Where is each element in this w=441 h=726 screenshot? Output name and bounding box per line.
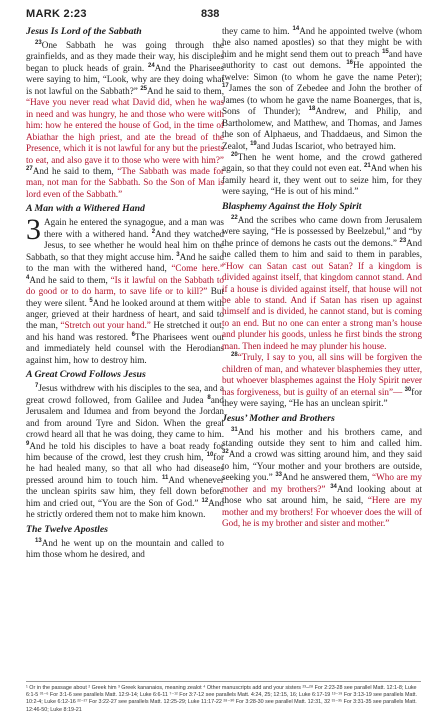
words-of-jesus: “How can Satan cast out Satan? If a kingdom is divided against itself, that kingdom cannot stand. And if a house is divided against itself, that house will not be able to stand. And if Satan has risen up against himself and is divided, he cannot stand, but is coming to an end. But no one can enter a strong man’s house and plunder his goods, unless he first binds the strong man. Then indeed he may plunder his house. — [222, 260, 422, 351]
section-heading: A Great Crowd Follows Jesus — [26, 369, 146, 381]
paragraph: they came to him. $^{14}$And he appointed twelve (whom he also named apostles) so that they might be with him and he might send them out to preach $^{15}$and have authority to cast out demons. $^{16}$He appointed the twelve: Simon (to whom he gave the name Peter); $^{17}$James the son of Zebedee and John the brother of James (to whom he gave the name Boanerges, that is, Sons of Thunder); $^{18}$Andrew, and Philip, and Bartholomew, and Matthew, and Thomas, and James the son of Alphaeus, and Thaddaeus, and Simon the Zealot, $^{19}$and Judas Iscariot, who betrayed him. — [222, 25, 423, 151]
chapter-reference: MARK 2:23 — [26, 8, 87, 20]
section-heading: A Man with a Withered Hand — [26, 203, 145, 215]
footnotes — [26, 681, 421, 714]
paragraph: $^{13}$And he went up on the mountain and called to him those whom he desired, and — [26, 537, 224, 560]
paragraph: $^7$Jesus withdrew with his disciples to the sea, and a great crowd followed, from Galilee and Judea $^8$and Jerusalem and Idumea and from beyond the Jordan and from around Tyre and Sidon. When the great crowd heard all that he was doing, they came to him. $^9$And he told his disciples to have a boat ready for him because of the crowd, lest they crush him, $^{10}$for he had healed many, so that all who had diseases pressed around him to touch him. $^{11}$And whenever the unclean spirits saw him, they fell down before him and cried out, “You are the Son of God.” $^{12}$And he strictly ordered them not to make him known. — [26, 383, 225, 520]
paragraph: 3 Again he entered the synagogue, and a man was there with a withered hand. $^2$And they watched Jesus, to see whether he would heal him on the Sabbath, so that they might accuse him. $^3$And he said to the man with the withered hand, “Come here.” $^4$And he said to them, “Is it lawful on the Sabbath to do good or to do harm, to save life or to kill?” But they were silent. $^5$And he looked around at them with anger, grieved at their hardness of heart, and said to the man, “Stretch out your hand.” He stretched it out, and his hand was restored. $^6$The Pharisees went out and immediately held counsel with the Herodians against him, how to destroy him. — [26, 213, 225, 365]
paragraph: $^{20}$Then he went home, and the crowd gathered again, so that they could not even eat. $^{21}$And when his family heard it, they went out to seize him, for they were saying, “He is out of his mind.” — [222, 151, 422, 197]
words-of-jesus: “Have you never read what David did, when he was in need and was hungry, he and those who were with him: how he entered the house of God, in the time of Abiathar the high priest, and ate the bread of the Presence, which it is not lawful for any but the priests to eat, and also gave it to those who were with him?” — [26, 97, 224, 165]
words-of-jesus: “Truly, I say to you, all sins will be forgiven the children of man, and whatever blasphemies they utter, but whoever blasphemes against the Holy Spirit never has forgiveness, but is guilty of an eternal sin”— — [222, 352, 422, 397]
chapter-number: 3 — [26, 213, 41, 247]
right-column — [222, 26, 422, 530]
words-of-jesus: “The Sabbath was made for man, not man for the Sabbath. So the Son of Man is lord even of the Sabbath.” — [26, 165, 225, 199]
paragraph: $^{31}$And his mother and his brothers came, and standing outside they sent to him and called him. $^{32}$And a crowd was sitting around him, and they said to him, “Your mother and your brothers are outside, seeking you.” $^{33}$And he answered them, “Who are my mother and my brothers?” $^{34}$And looking about at those who sat around him, he said, “Here are my mother and my brothers! For whoever does the will of God, he is my brother and sister and mother.” — [222, 426, 423, 529]
paragraph: $^{22}$And the scribes who came down from Jerusalem were saying, “He is possessed by Beelzebul,” and “by the prince of demons he casts out the demons.” $^{23}$And he called them to him and said to them in parables, “How can Satan cast out Satan? If a kingdom is divided against itself, that kingdom cannot stand. And if a house is divided against itself, that house will not be able to stand. And if Satan has risen up against himself and is divided, he cannot stand, but is coming to an end. But no one can enter a strong man’s house and plunder his goods, unless he first binds the strong man. Then indeed he may plunder his house. — [222, 214, 422, 351]
page-number: 838 — [201, 8, 220, 20]
section-heading: Blasphemy Against the Holy Spirit — [222, 200, 362, 212]
left-column — [26, 26, 224, 561]
section-heading: The Twelve Apostles — [26, 523, 108, 535]
page-header — [26, 8, 419, 22]
section-heading: Jesus’ Mother and Brothers — [222, 412, 335, 424]
paragraph: $^{28}$“Truly, I say to you, all sins will be forgiven the children of man, and whatever blasphemies they utter, but whoever blasphemes against the Holy Spirit never has forgiveness, but is guilty of an eternal sin”— $^{30}$for they were saying, “He has an unclean spirit.” — [222, 352, 423, 409]
paragraph: $^{23}$One Sabbath he was going through the grainfields, and as they made their way, his disciples began to pluck heads of grain. $^{24}$And the Pharisees were saying to him, “Look, why are they doing what is not lawful on the Sabbath?” $^{25}$And he said to them, “Have you never read what David did, when he was in need and was hungry, he and those who were with him: how he entered the house of God, in the time of Abiathar the high priest, and ate the bread of the Presence, which it is not lawful for any but the priests to eat, and also gave it to those who were with him?” $^{27}$And he said to them, “The Sabbath was made for man, not man for the Sabbath. So the Son of Man is lord even of the Sabbath.” — [26, 39, 225, 199]
section-heading: Jesus Is Lord of the Sabbath — [26, 26, 142, 37]
footnote-text: ¹ Or in the passage about ² Greek him ³ Greek kananaios, meaning zealot ⁴ Other manuscripts add and your sisters ²³–²⁸ For 2:23-28 see parallel Matt. 12:1-8; Luke 6:1-5 ³¹⁻⁶ For 3:1-6 see parallels Matt. 12:9-14; Luke 6:6-11 ⁷⁻¹² For 3:7-12 see parallels Matt. 4:24, 25; 12:15, 16; Luke 6:17-19 ¹³⁻¹⁹ For 3:13-19 see parallels Matt. 10:2-4; Luke 6:12-16 ²²⁻²⁷ For 3:22-27 see parallels Matt. 12:25-29; Luke 11:17-22 ²⁸⁻³⁰ For 3:28-30 see parallel Matt. 12:31, 32 ³¹⁻³⁵ For 3:31-35 see parallels Matt. 12:46-50; Luke 8:19-21 — [26, 685, 417, 713]
